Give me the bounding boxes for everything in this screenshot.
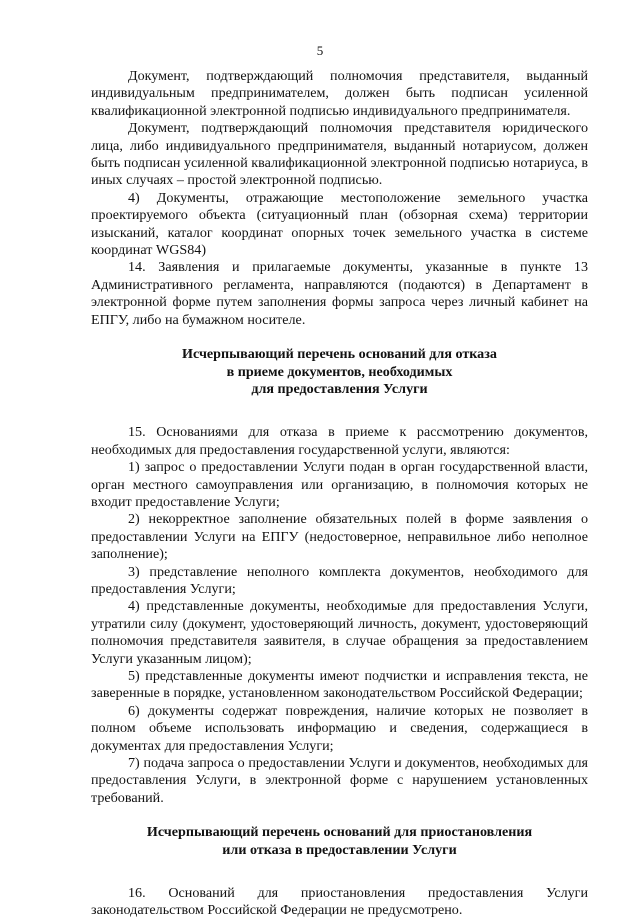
- heading-line: в приеме документов, необходимых: [226, 363, 453, 380]
- paragraph-representative-ip: Документ, подтверждающий полномочия представителя, выданный индивидуальным предпринимателем, должен быть подписан усиленной квалификационной электронной подписью индивидуального предпринимателя.: [91, 68, 588, 119]
- list-item-2: 2) некорректное заполнение обязательных полей в форме заявления о предоставлении Услуги на ЕПГУ (недостоверное, неправильное либо неполное заполнение);: [91, 511, 588, 563]
- heading-line: для предоставления Услуги: [251, 380, 428, 397]
- page-number: 5: [316, 43, 324, 58]
- heading-line: Исчерпывающий перечень оснований для приостановления: [146, 824, 533, 841]
- heading-line: или отказа в предоставлении Услуги: [222, 841, 457, 858]
- list-item-7: 7) подача запроса о предоставлении Услуги и документов, необходимых для предоставления Услуги, в электронной форме с нарушением установленных требований.: [91, 755, 588, 806]
- paragraph-item-4-location-documents: 4) Документы, отражающие местоположение земельного участка проектируемого объекта (ситуационный план (обзорная схема) территории изысканий, каталог координат опорных точек земельного участка в системе координат WGS84): [91, 189, 588, 259]
- paragraph-representative-legal-entity: Документ, подтверждающий полномочия представителя юридического лица, либо индивидуального предпринимателя, выданный нотариусом, должен быть подписан усиленной квалификационной электронной подписью нотариуса, в иных случаях – простой электронной подписью.: [91, 120, 588, 189]
- document-body: [91, 68, 588, 920]
- paragraph-15-refusal-grounds: 15. Основаниями для отказа в приеме к рассмотрению документов, необходимых для предоставления государственной услуги, являются:: [91, 424, 588, 458]
- list-item-6: 6) документы содержат повреждения, наличие которых не позволяет в полном объеме использовать информацию и сведения, содержащиеся в документах для предоставления Услуги;: [91, 702, 588, 754]
- list-item-3: 3) представление неполного комплекта документов, необходимого для предоставления Услуги;: [91, 563, 588, 597]
- section-heading-suspension-grounds: [91, 824, 588, 859]
- list-item-4: 4) представленные документы, необходимые для предоставления Услуги, утратили силу (документ, удостоверяющий личность, документ, удостоверяющий полномочия представителя заявителя, в случае обращения за предоставлением Услуги указанным лицом);: [91, 598, 588, 667]
- heading-line: Исчерпывающий перечень оснований для отказа: [182, 346, 497, 363]
- list-item-5: 5) представленные документы имеют подчистки и исправления текста, не заверенные в порядке, установленном законодательством Российской Федерации;: [91, 668, 588, 702]
- paragraph-16-no-suspension: 16. Оснований для приостановления предоставления Услуги законодательством Российской Федерации не предусмотрено.: [91, 885, 588, 919]
- paragraph-14-submission: 14. Заявления и прилагаемые документы, указанные в пункте 13 Административного регламента, направляются (подаются) в Департамент в электронной форме путем заполнения формы запроса через личный кабинет на ЕПГУ, либо на бумажном носителе.: [91, 259, 588, 328]
- section-heading-refusal-grounds: [91, 346, 588, 398]
- list-item-1: 1) запрос о предоставлении Услуги подан в орган государственной власти, орган местного самоуправления или организацию, в полномочия которых не входит предоставление Услуги;: [91, 459, 588, 510]
